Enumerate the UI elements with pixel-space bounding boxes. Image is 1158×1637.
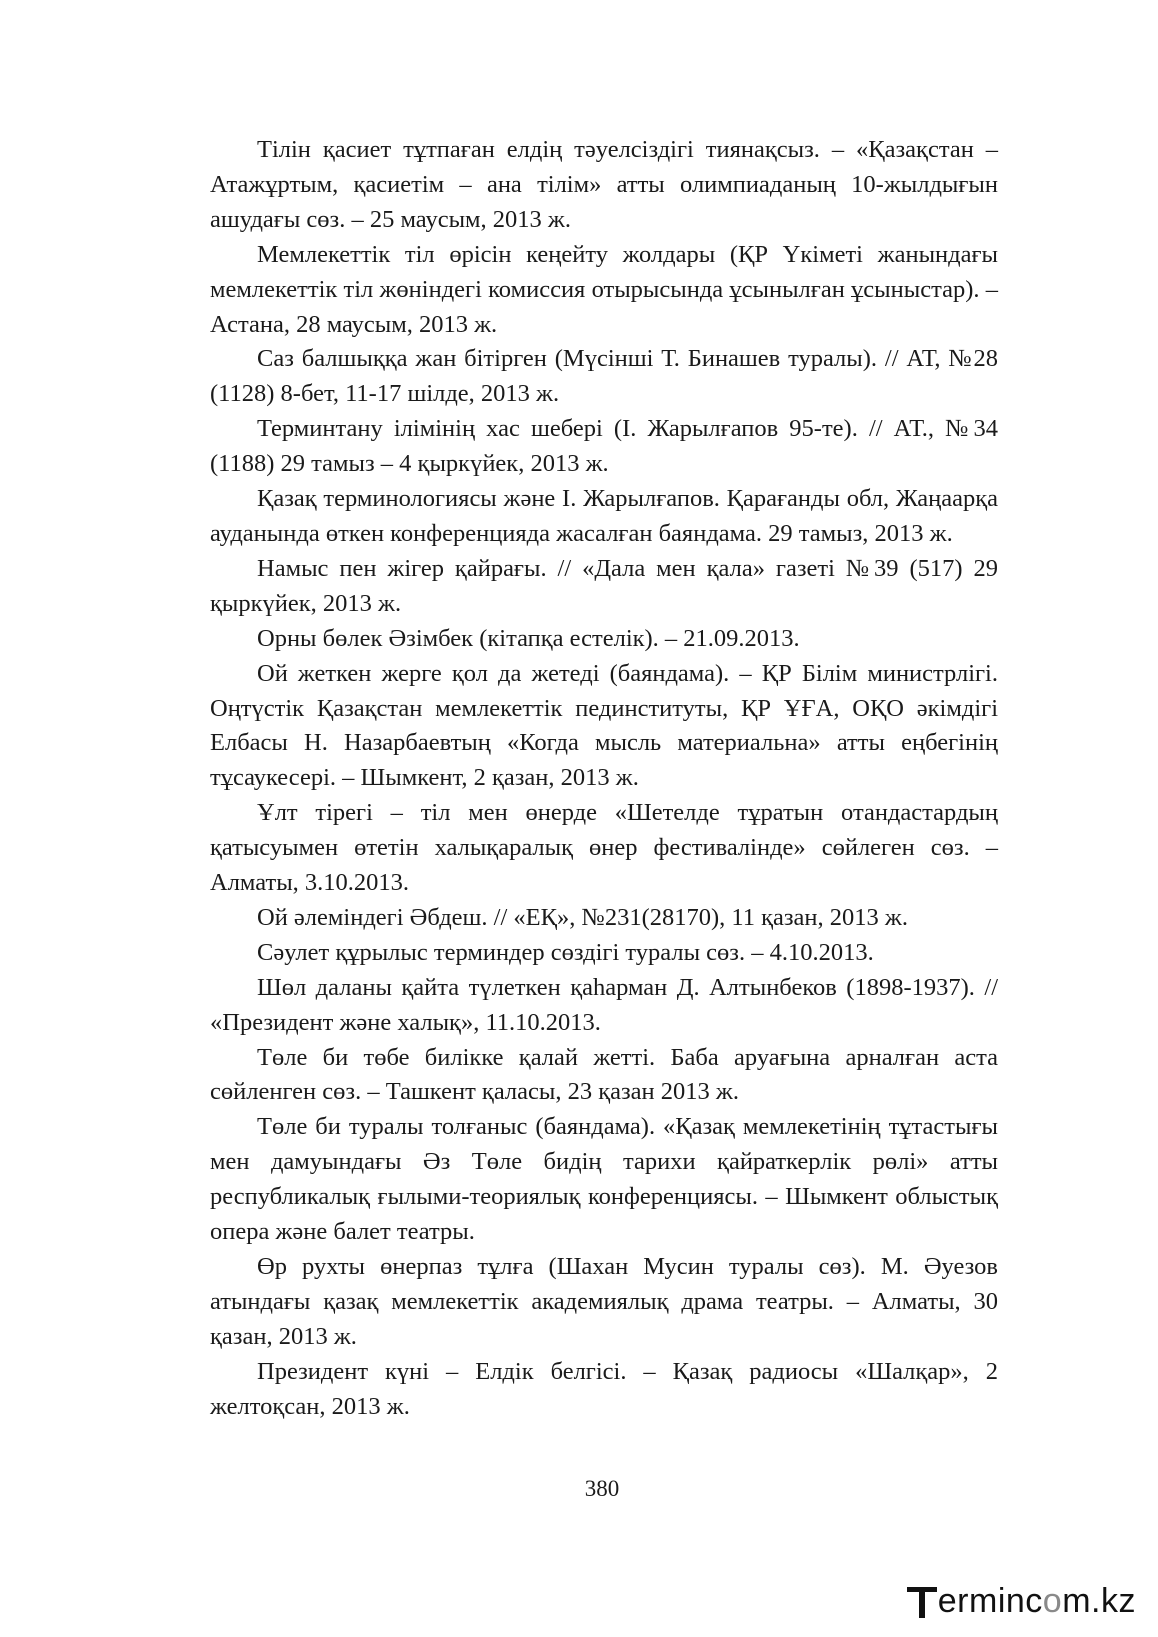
bibliography-entry: Ой жеткен жерге қол да жетеді (баяндама). – ҚР Білім министрлігі. Оңтүстік Қазақстан мемлекеттік пединституты, ҚР ҰҒА, ОҚО әкімдігі Елбасы Н. Назарбаевтың «Когда мысль материальна» атты еңбегінің тұсаукесері. – Шымкент, 2 қазан, 2013 ж. [210, 659, 998, 792]
logo-o-icon: o [1042, 1582, 1063, 1620]
bibliography-entry: Ұлт тірегі – тіл мен өнерде «Шетелде тұратын отандастардың қатысуымен өтетін халықаралық өнер фестивалінде» сөйлеген сөз. – Алматы, 3.10.2013. [210, 799, 998, 897]
watermark-text-part2: m.kz [1062, 1582, 1136, 1620]
bibliography-entry: Қазақ терминологиясы және І. Жарылғапов. Қарағанды обл, Жаңаарқа ауданында өткен конференцияда жасалған баяндама. 29 тамыз, 2013 ж. [210, 485, 998, 547]
logo-t-icon [907, 1581, 937, 1621]
page-number: 380 [584, 1476, 620, 1501]
bibliography-entry: Президент күні – Елдік белгісі. – Қазақ радиосы «Шалқар», 2 желтоқсан, 2013 ж. [210, 1357, 998, 1420]
bibliography-entry: Тілін қасиет тұтпаған елдің тәуелсіздігі тиянақсыз. – «Қазақстан – Атажұртым, қасиетім – ана тілім» атты олимпиаданың 10-жылдығын ашудағы сөз. – 25 маусым, 2013 ж. [210, 136, 998, 233]
bibliography-entry: Саз балшыққа жан бітірген (Мүсінші Т. Бинашев туралы). // АТ, №28 (1128) 8-бет, 11-17 шілде, 2013 ж. [210, 345, 998, 408]
bibliography-entry: Сәулет құрылыс терминдер сөздігі туралы сөз. – 4.10.2013. [257, 938, 874, 966]
bibliography-entry: Шөл даланы қайта түлеткен қаһарман Д. Алтынбеков (1898-1937). // «Президент және халық», 11.10.2013. [210, 973, 998, 1036]
page-body [210, 133, 998, 1425]
bibliography-entry: Төле би төбе билікке қалай жетті. Баба аруағына арналған аста сөйленген сөз. – Ташкент қаласы, 23 қазан 2013 ж. [210, 1043, 998, 1106]
bibliography-entry: Ой әлеміндегі Әбдеш. // «ЕҚ», №231(28170), 11 қазан, 2013 ж. [257, 903, 908, 931]
bibliography-entry: Төле би туралы толғаныс (баяндама). «Қазақ мемлекетінің тұтастығы мен дамуындағы Әз Төле бидің тарихи қайраткерлік рөлі» атты республикалық ғылыми-теориялық конференциясы. – Шымкент облыстық опера және балет театры. [210, 1113, 998, 1246]
bibliography-entry: Мемлекеттік тіл өрісін кеңейту жолдары (ҚР Үкіметі жанындағы мемлекеттік тіл жөніндегі комиссия отырысында ұсынылған ұсыныстар). – Астана, 28 маусым, 2013 ж. [210, 240, 998, 338]
bibliography-entry: Орны бөлек Әзімбек (кітапқа естелік). – 21.09.2013. [257, 624, 800, 652]
bibliography-entry: Терминтану ілімінің хас шебері (І. Жарылғапов 95-те). // АТ., №34 (1188) 29 тамыз – 4 қыркүйек, 2013 ж. [210, 415, 998, 478]
bibliography-entry: Намыс пен жігер қайрағы. // «Дала мен қала» газеті №39 (517) 29 қыркүйек, 2013 ж. [210, 554, 998, 617]
watermark-text-part1: erminc [937, 1582, 1043, 1620]
bibliography-entry: Өр рухты өнерпаз тұлға (Шахан Мусин туралы сөз). М. Әуезов атындағы қазақ мемлекеттік академиялық драма театры. – Алматы, 30 қазан, 2013 ж. [210, 1253, 998, 1350]
watermark-logo [907, 1575, 1136, 1621]
